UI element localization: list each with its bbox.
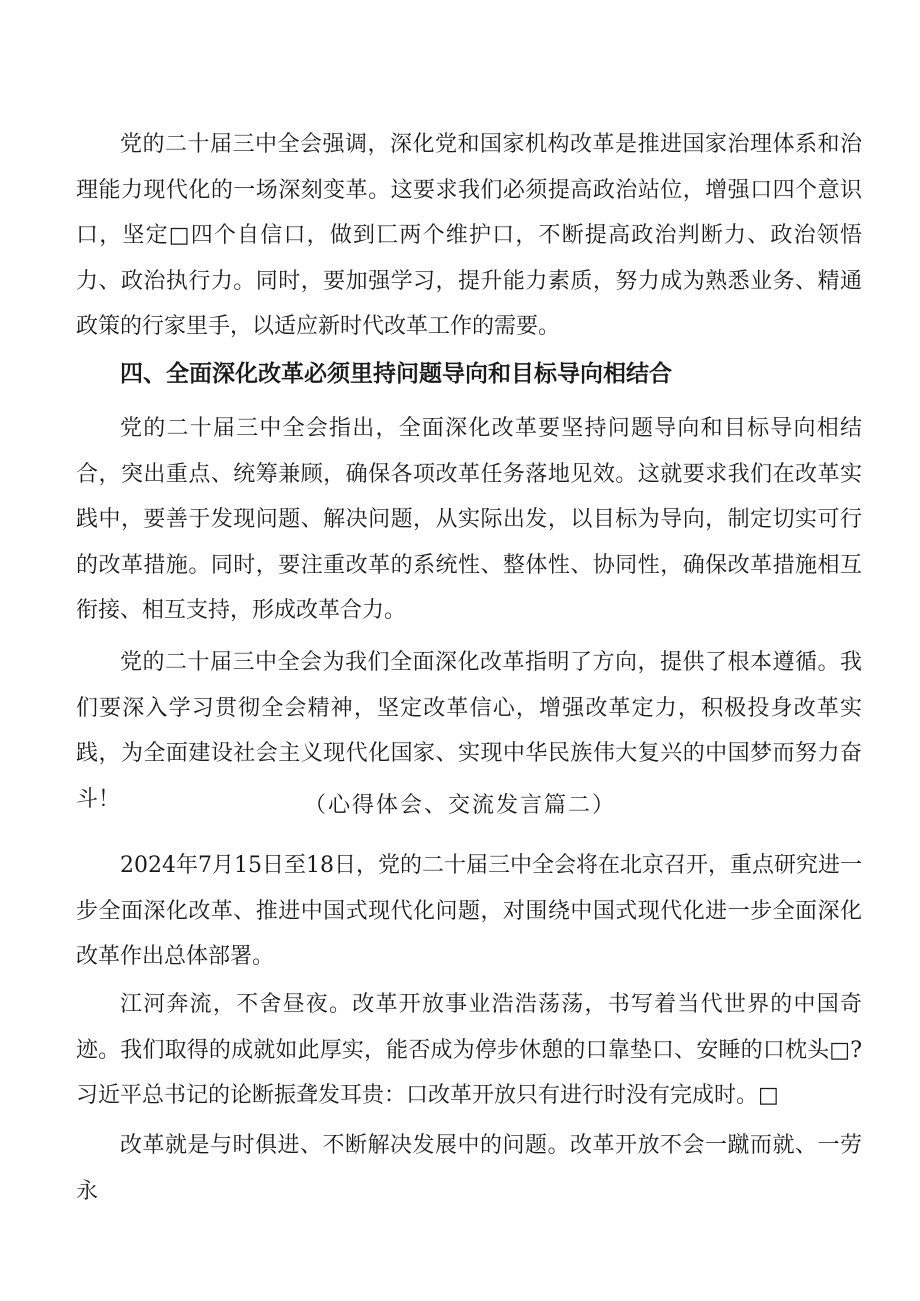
section-heading-four: 四、全面深化改革必须里持问题导向和目标导向相结合 [120,361,672,387]
article-subtitle: （心得体会、交流发言篇二） [303,793,616,818]
paragraph-rivers-flow: 江河奔流，不舍昼夜。改革开放事业浩浩荡荡，书写着当代世界的中国奇迹。我们取得的成就如此厚实，能否成为停步休憩的口靠垫口、安睡的口枕头□?习近平总书记的论断振聋发耳贵：口改革开放只有进行时没有完成时。□ [76,992,862,1108]
paragraph-reform-agencies: 党的二十届三中全会强调，深化党和国家机构改革是推进国家治理体系和治理能力现代化的一场深刻变革。这要求我们必须提高政治站位，增强口四个意识口，坚定□四个自信口，做到匸两个维护口，不断提高政治判断力、政治领悟力、政治执行力。同时，要加强学习，提升能力素质，努力成为熟悉业务、精通政策的行家里手，以适应新时代改革工作的需要。 [76,132,862,339]
paragraph-plenum-date: 2024年7月15日至18日，党的二十届三中全会将在北京召开，重点研究进一步全面深化改革、推进中国式现代化问题，对围绕中国式现代化进一步全面深化改革作出总体部署。 [76,853,862,969]
paragraph-keep-pace: 改革就是与时俱进、不断解决发展中的问题。改革开放不会一蹴而就、一劳永 [76,1133,862,1204]
paragraph-conclusion: 党的二十届三中全会为我们全面深化改革指明了方向，提供了根本遵循。我们要深入学习贯彻全会精神，坚定改革信心，增强改革定力，积极投身改革实践，为全面建设社会主义现代化国家、实现中华民族伟大复兴的中国梦而努力奋斗！ [76,650,862,812]
paragraph-problem-oriented: 党的二十届三中全会指出，全面深化改革要坚持问题导向和目标导向相结合，突出重点、统筹兼顾，确保各项改革任务落地见效。这就要求我们在改革实践中，要善于发现问题、解决问题，从实际出发，以目标为导向，制定切实可行的改革措施。同时，要注重改革的系统性、整体性、协同性，确保改革措施相互衔接、相互支持，形成改革合力。 [76,416,862,623]
